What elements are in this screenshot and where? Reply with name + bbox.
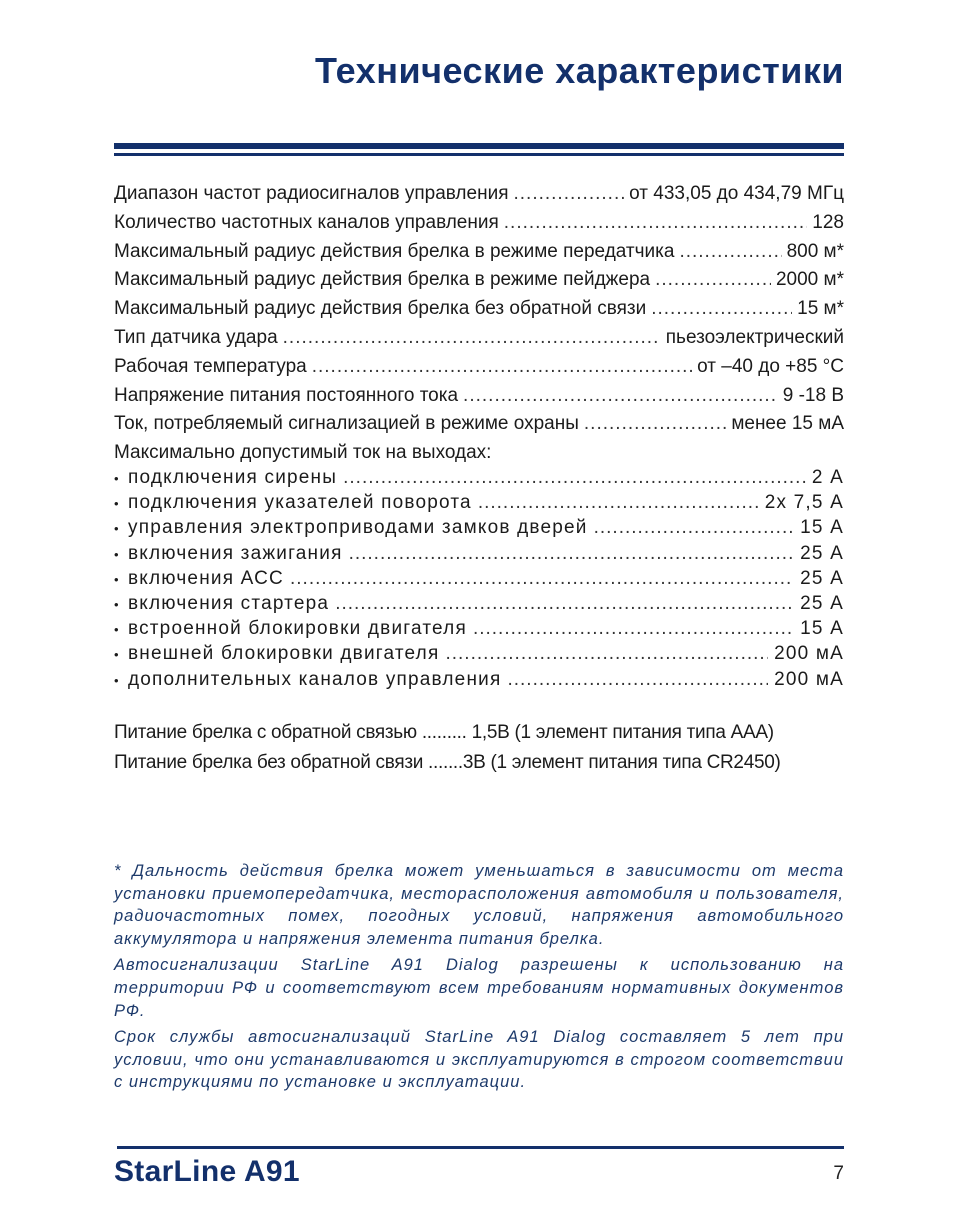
output-value: 25 А — [800, 592, 844, 614]
title-rule-thin — [114, 153, 844, 156]
bullet-icon: • — [114, 596, 119, 612]
power-line: Питание брелка без обратной связи .......3В (1 элемент питания типа CR2450) — [114, 752, 781, 773]
leader-dots — [594, 515, 795, 540]
spec-label: Количество частотных каналов управления — [114, 211, 499, 233]
spec-label: Напряжение питания постоянного тока — [114, 384, 459, 406]
output-row — [114, 490, 844, 515]
spec-list — [114, 180, 844, 467]
output-value: 25 А — [800, 567, 844, 589]
power-line: Питание брелка с обратной связью ......... 1,5В (1 элемент питания типа ААА) — [114, 722, 774, 743]
spec-label: Рабочая температура — [114, 355, 307, 377]
bullet-icon: • — [114, 496, 119, 512]
output-value: 15 А — [800, 618, 844, 640]
spec-value: менее 15 мА — [731, 413, 844, 435]
spec-label: Максимальный радиус действия брелка без обратной связи — [114, 298, 647, 320]
output-label: подключения указателей поворота — [128, 492, 472, 514]
output-value: 2х 7,5 А — [764, 492, 844, 514]
leader-dots — [507, 667, 768, 692]
spec-row — [114, 410, 844, 439]
leader-dots — [584, 410, 726, 439]
output-label: управления электроприводами замков дверей — [128, 517, 588, 539]
leader-dots — [445, 641, 768, 666]
output-value: 200 мА — [774, 668, 844, 690]
leader-dots — [283, 324, 661, 353]
spec-value: 2000 м* — [775, 269, 844, 291]
output-row — [114, 616, 844, 641]
leader-dots — [655, 266, 771, 295]
spec-row — [114, 295, 844, 324]
footer-rule — [117, 1146, 844, 1149]
bullet-icon: • — [114, 672, 119, 688]
spec-row — [114, 180, 844, 209]
title-rule-thick — [114, 143, 844, 149]
page-number: 7 — [833, 1163, 844, 1184]
output-label: встроенной блокировки двигателя — [128, 618, 467, 640]
output-value: 2 А — [811, 467, 844, 488]
leader-dots — [478, 490, 759, 515]
output-label: включения стартера — [128, 592, 330, 614]
bullet-icon: • — [114, 647, 119, 663]
max-current-heading: Максимально допустимый ток на выходах: — [114, 442, 492, 464]
spec-row — [114, 266, 844, 295]
bullet-icon: • — [114, 546, 119, 562]
leader-dots — [463, 382, 778, 411]
output-row — [114, 591, 844, 616]
bullet-icon: • — [114, 622, 119, 638]
leader-dots — [679, 238, 781, 267]
page-title: Технические характеристики — [314, 50, 844, 91]
spec-label: Тип датчика удара — [114, 326, 278, 348]
output-label: внешней блокировки двигателя — [128, 643, 440, 665]
output-current-list — [114, 465, 844, 692]
service-life-note: Срок службы автосигнализаций StarLine A91 Dialog составляет 5 лет при условии, что они устанавливаются и эксплуатируются в строгом соответствии с инструкциями по установке и эксплуатации. — [114, 1028, 844, 1092]
output-value: 15 А — [800, 517, 844, 539]
output-label: включения зажигания — [128, 542, 343, 564]
output-row — [114, 465, 844, 490]
output-row — [114, 667, 844, 692]
bullet-icon: • — [114, 571, 119, 587]
spec-row — [114, 209, 844, 238]
spec-value: 15 м* — [797, 298, 844, 320]
certification-note: Автосигнализации StarLine A91 Dialog разрешены к использованию на территории РФ и соответствуют всем требованиям нормативных документов РФ. — [114, 956, 844, 1020]
spec-value: пьезоэлектрический — [665, 326, 844, 348]
spec-label: Диапазон частот радиосигналов управления — [114, 183, 509, 204]
output-value: 200 мА — [774, 643, 844, 665]
spec-value: 800 м* — [786, 240, 844, 262]
spec-row — [114, 382, 844, 411]
keyfob-power-block — [114, 718, 844, 778]
bullet-icon: • — [114, 521, 119, 537]
spec-value: от 433,05 до 434,79 МГц — [629, 183, 844, 204]
output-row — [114, 515, 844, 540]
output-row — [114, 641, 844, 666]
spec-row — [114, 238, 844, 267]
leader-dots — [349, 541, 795, 566]
spec-label: Ток, потребляемый сигнализацией в режиме охраны — [114, 413, 579, 435]
output-row — [114, 566, 844, 591]
output-value: 25 А — [800, 542, 844, 564]
output-label: дополнительных каналов управления — [128, 668, 502, 690]
spec-row — [114, 353, 844, 382]
leader-dots — [651, 295, 792, 324]
output-row — [114, 541, 844, 566]
leader-dots — [473, 616, 794, 641]
spec-value: 128 — [812, 211, 844, 233]
bullet-icon: • — [114, 471, 119, 486]
leader-dots — [312, 353, 692, 382]
leader-dots — [290, 566, 794, 591]
output-label: подключения сирены — [128, 467, 338, 488]
leader-dots — [513, 180, 624, 209]
range-footnote: * Дальность действия брелка может уменьшаться в зависимости от места установки приемопередатчика, месторасположения автомобиля и пользователя, радиочастотных помех, погодных условий, напряжения автомобильного аккумулятора и напряжения элемента питания брелка. — [114, 862, 844, 948]
spec-row — [114, 324, 844, 353]
leader-dots — [504, 209, 808, 238]
leader-dots — [343, 465, 806, 490]
leader-dots — [335, 591, 794, 616]
output-label: включения АСС — [128, 567, 284, 589]
spec-label: Максимальный радиус действия брелка в режиме передатчика — [114, 240, 675, 262]
footnotes — [114, 860, 844, 1098]
spec-label: Максимальный радиус действия брелка в режиме пейджера — [114, 269, 651, 291]
footer-brand: StarLine A91 — [114, 1155, 300, 1188]
spec-value: от –40 до +85 °С — [697, 355, 844, 377]
spec-value: 9 -18 В — [782, 384, 844, 406]
